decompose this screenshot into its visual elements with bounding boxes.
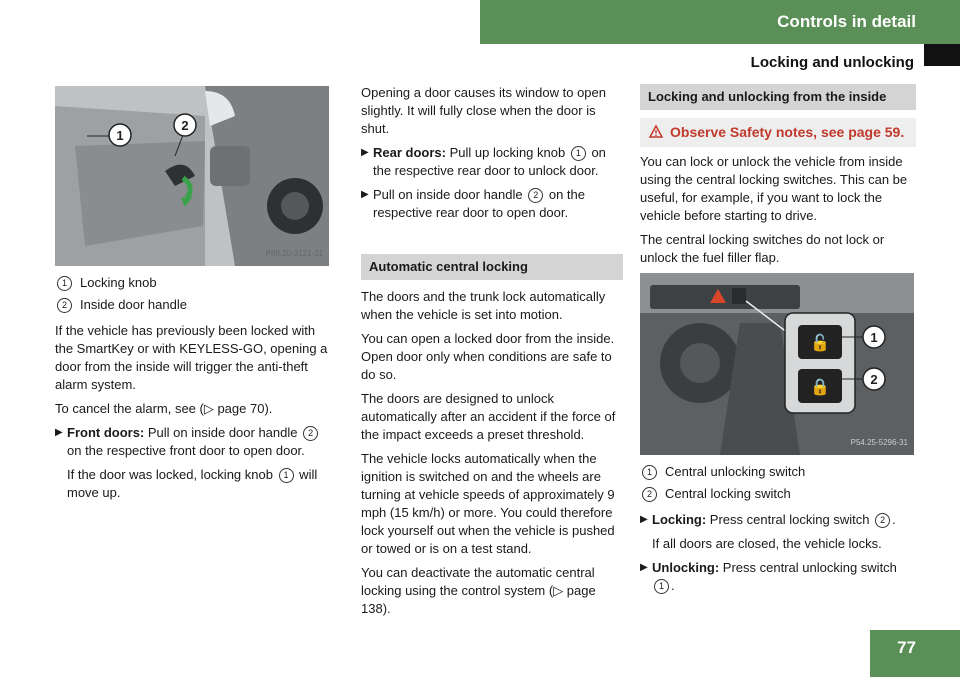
svg-text:🔓: 🔓 xyxy=(810,333,830,352)
legend-text: Central unlocking switch xyxy=(665,464,806,479)
svg-text:1: 1 xyxy=(870,330,878,345)
step-text: Pull up locking knob xyxy=(445,145,569,160)
cancel-alarm-paragraph: To cancel the alarm, see (▷ page 70). xyxy=(55,401,273,416)
step-text: on the respective rear door to unlock door. xyxy=(373,145,606,178)
door-interior-illustration xyxy=(55,86,329,266)
center-console-illustration xyxy=(640,273,914,455)
paragraph: The central locking switches do not lock or unlock the fuel filler flap. xyxy=(640,232,885,265)
step-rear-handle xyxy=(361,186,623,222)
warning-text: Observe Safety notes, see page 59. xyxy=(670,124,905,140)
arrow-icon: ▶ xyxy=(361,189,369,200)
step-text: . xyxy=(892,512,896,527)
callout-number: 2 xyxy=(875,513,890,528)
chapter-header xyxy=(480,0,960,44)
paragraph: The vehicle locks automatically when the ignition is switched on and the wheels are turning at vehicle speeds of approximately 9 mph (15 km/h) or more. You could therefore lock yourself out when the vehicle is pushed or towed or is on a test stand. xyxy=(361,451,615,556)
paragraph: You can open a locked door from the inside. Open door only when conditions are safe to do so. xyxy=(361,331,615,382)
arrow-icon: ▶ xyxy=(361,147,369,158)
warning-box xyxy=(640,118,916,147)
step-text: Pull on inside door handle xyxy=(373,187,527,202)
warning-icon xyxy=(649,125,663,138)
callout-number: 2 xyxy=(57,298,72,313)
legend-text: Central locking switch xyxy=(665,486,791,501)
chapter-title: Controls in detail xyxy=(777,12,916,31)
step-unlocking xyxy=(640,559,916,595)
callout-number: 2 xyxy=(528,188,543,203)
step-text: . xyxy=(671,578,675,593)
console-photo xyxy=(640,273,914,455)
callout-number: 1 xyxy=(642,465,657,480)
step-text: on the respective rear door to open door. xyxy=(373,187,585,220)
arrow-icon: ▶ xyxy=(640,562,648,573)
legend-text: Locking knob xyxy=(80,275,157,290)
step-text: Press central locking switch xyxy=(706,512,874,527)
alarm-paragraph: If the vehicle has previously been locked with the SmartKey or with KEYLESS-GO, opening a door from the inside will trigger the anti-theft alarm system. xyxy=(55,323,328,392)
step-text: on the respective front door to open door. xyxy=(67,443,305,458)
svg-text:2: 2 xyxy=(181,118,189,133)
step-text: If the door was locked, locking knob xyxy=(67,467,277,482)
paragraph: The doors are designed to unlock automatically after an accident if the force of the impact exceeds a preset threshold. xyxy=(361,391,616,442)
paragraph: You can deactivate the automatic central locking using the control system (▷ page 138). xyxy=(361,565,596,616)
callout-number: 1 xyxy=(571,146,586,161)
callout-number: 2 xyxy=(303,426,318,441)
svg-text:1: 1 xyxy=(116,128,124,143)
section-heading: Automatic central locking xyxy=(361,254,623,280)
legend-text: Inside door handle xyxy=(80,297,187,312)
legend-item xyxy=(640,463,916,481)
step-text: will move up. xyxy=(67,467,318,500)
image-code: P54.25-5296-31 xyxy=(850,438,908,447)
callout-number: 1 xyxy=(279,468,294,483)
step-front-doors xyxy=(55,424,331,460)
svg-text:2: 2 xyxy=(870,372,878,387)
step-locking-note: If all doors are closed, the vehicle locks. xyxy=(652,536,882,551)
arrow-icon: ▶ xyxy=(55,427,63,438)
step-text: Pull on inside door handle xyxy=(144,425,302,440)
step-front-note xyxy=(55,466,331,502)
page-number: 77 xyxy=(870,630,960,677)
callout-number: 2 xyxy=(642,487,657,502)
step-label: Unlocking: xyxy=(652,560,720,575)
section-title: Locking and unlocking xyxy=(750,54,914,71)
legend-item xyxy=(55,274,331,292)
arrow-icon: ▶ xyxy=(640,514,648,525)
callout-number: 1 xyxy=(57,276,72,291)
section-heading: Locking and unlocking from the inside xyxy=(640,84,916,110)
paragraph: You can lock or unlock the vehicle from inside using the central locking switches. This can be useful, for example, if you want to lock the vehicle before starting to drive. xyxy=(640,154,908,223)
paragraph: The doors and the trunk lock automatically when the vehicle is set into motion. xyxy=(361,289,606,322)
callout-number: 1 xyxy=(654,579,669,594)
step-text: Press central unlocking switch xyxy=(719,560,897,575)
svg-text:🔒: 🔒 xyxy=(810,377,830,396)
column-right xyxy=(640,84,916,601)
image-code: P88.20-3121-31 xyxy=(265,249,323,258)
step-rear-doors xyxy=(361,144,623,180)
column-left xyxy=(55,86,331,508)
step-locking xyxy=(640,511,916,529)
door-interior-photo xyxy=(55,86,329,266)
step-label: Rear doors: xyxy=(373,145,446,160)
legend-item xyxy=(640,485,916,503)
column-middle xyxy=(361,84,623,624)
step-label: Locking: xyxy=(652,512,707,527)
window-paragraph: Opening a door causes its window to open slightly. It will fully close when the door is shut. xyxy=(361,85,606,136)
legend-item xyxy=(55,296,331,314)
step-label: Front doors: xyxy=(67,425,145,440)
header-tab xyxy=(924,44,960,66)
